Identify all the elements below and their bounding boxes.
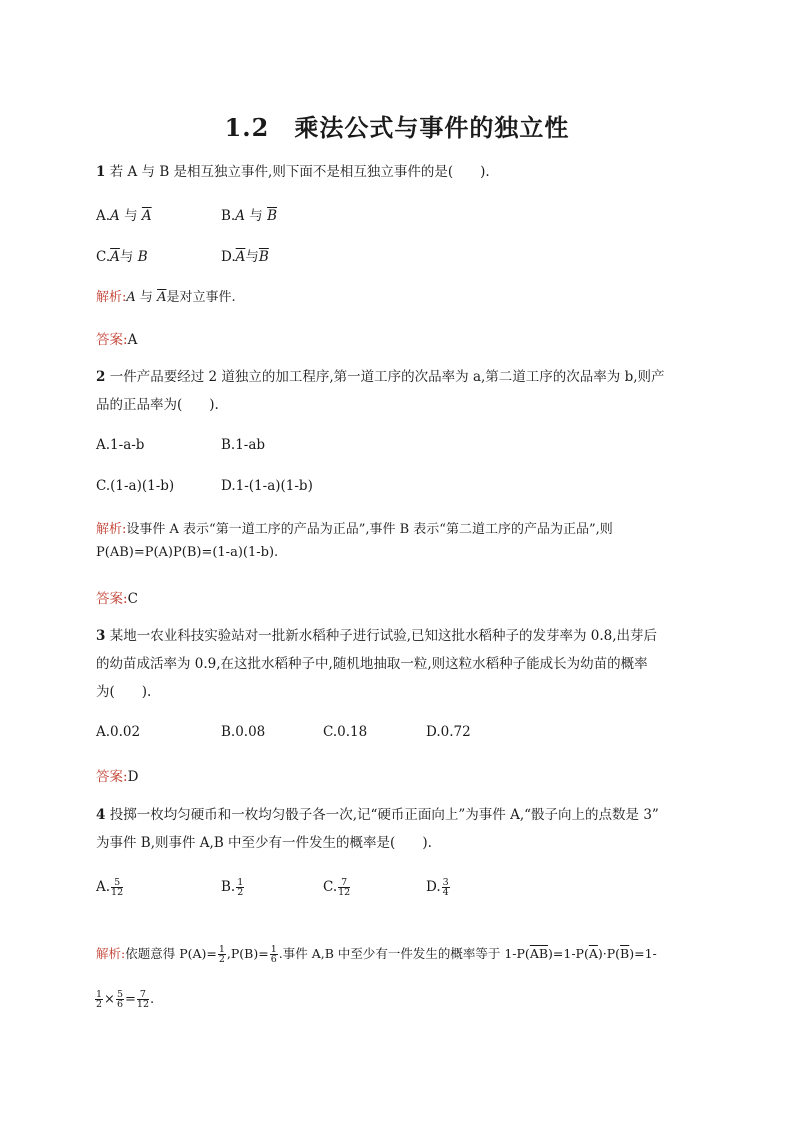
- fraction: [95, 990, 103, 1009]
- option-letter: B.: [221, 208, 236, 224]
- text: )=1-: [629, 946, 657, 961]
- question-text: 一件产品要经过 2 道独立的加工程序,第一道工序的次品率为 a,第二道工序的次品率为 b,则产: [109, 369, 665, 385]
- event-a-complement: $\overline{A}$: [110, 249, 120, 265]
- fraction: [236, 878, 244, 897]
- option-letter: C.: [323, 879, 338, 895]
- answer-value: C: [127, 591, 138, 607]
- text: 是对立事件.: [166, 290, 236, 305]
- option-letter: C.: [96, 249, 111, 265]
- q1-option-a: [96, 204, 152, 224]
- question-number: 1: [96, 164, 106, 180]
- numerator: 7: [338, 878, 350, 888]
- q2-option-c: C.(1-a)(1-b): [96, 478, 175, 494]
- text: )=1-P(: [548, 946, 589, 961]
- q2-option-b: B.1-ab: [221, 437, 266, 453]
- explanation-label: 解析: [96, 946, 122, 961]
- denominator: 2: [218, 954, 225, 965]
- q3-option-b: B.0.08: [221, 724, 266, 740]
- event-a: A: [110, 208, 120, 224]
- fraction: [442, 878, 450, 897]
- q1-option-c: [96, 245, 148, 265]
- denominator: 6: [270, 954, 277, 965]
- option-letter: B.: [221, 879, 236, 895]
- option-letter: D.: [426, 879, 441, 895]
- denominator: 12: [338, 887, 351, 898]
- q2-explanation: 解析:设事件 A 表示“第一道工序的产品为正品”,事件 B 表示“第二道工序的产品为正品”,则: [96, 522, 613, 537]
- fraction: [270, 945, 278, 964]
- question-text: 投掷一枚均匀硬币和一枚均匀骰子各一次,记“硬币正面向上”为事件 A,“骰子向上的点数是 3”: [109, 807, 659, 823]
- q1-option-b: [221, 204, 277, 224]
- numerator: 1: [218, 944, 225, 955]
- fraction: [218, 945, 226, 964]
- event-a-complement: $\overline{A}$: [588, 946, 598, 961]
- question-text: 若 A 与 B 是相互独立事件,则下面不是相互独立事件的是( ).: [109, 164, 490, 180]
- q3-option-a: A.0.02: [96, 724, 141, 740]
- text: 与: [135, 290, 158, 305]
- explanation-label: 解析: [96, 290, 123, 305]
- fraction: [137, 990, 149, 1009]
- event-b: B: [137, 249, 148, 265]
- text: ,P(B)=: [226, 946, 269, 961]
- question-number: 4: [96, 807, 106, 823]
- text: 设事件 A 表示“第一道工序的产品为正品”,事件 B 表示“第二道工序的产品为正品”,则: [126, 522, 613, 537]
- event-a-complement: $\overline{A}$: [157, 290, 167, 305]
- q2-explanation-line2: P(AB)=P(A)P(B)=(1-a)(1-b).: [96, 545, 279, 560]
- option-connector: 与: [245, 249, 259, 265]
- numerator: 5: [116, 989, 123, 1000]
- answer-value: D: [127, 769, 139, 785]
- question-text: 某地一农业科技实验站对一批新水稻种子进行试验,已知这批水稻种子的发芽率为 0.8,出芽后: [109, 628, 658, 644]
- numerator: 3: [442, 877, 449, 888]
- equals-sign: =: [125, 992, 136, 1007]
- page-title: 1.2 乘法公式与事件的独立性: [224, 113, 570, 142]
- q4-option-c: [323, 878, 351, 897]
- q4-option-d: [426, 878, 451, 897]
- fraction: [116, 990, 124, 1009]
- numerator: 1: [237, 877, 244, 888]
- question-3-stem-line2: 的幼苗成活率为 0.9,在这批水稻种子中,随机地抽取一粒,则这粒水稻种子能成长为幼苗的概率: [96, 656, 648, 672]
- q4-explanation-line2: [94, 990, 154, 1009]
- q2-option-a: A.1-a-b: [96, 437, 145, 453]
- question-3-stem: [96, 626, 657, 646]
- question-1-stem: [96, 162, 490, 182]
- event-a-complement: $\overline{A}$: [141, 208, 152, 224]
- event-ab-complement: $\overline{AB}$: [529, 946, 549, 961]
- denominator: 4: [442, 887, 449, 898]
- q4-explanation: 解析:依题意得 P(A)= $\frac{1}{2}$ ,P(B)= $\frac{1}{6}$ .事件 A,B 中至少有一件发生的概率等于 $1-P(\overline{AB})=1-P(\overline{A})\cdot P(\overline{B})=1-$: [96, 944, 657, 965]
- q1-explanation: 解析:A 与 $\overline{A}$是对立事件.: [96, 290, 236, 305]
- question-2-stem-line2: 品的正品率为( ).: [96, 397, 219, 413]
- q2-option-d: D.1-(1-a)(1-b): [221, 478, 313, 494]
- denominator: 12: [111, 887, 124, 898]
- option-letter: D.: [221, 249, 236, 265]
- answer-label: 答案: [96, 591, 123, 607]
- answer-label: 答案: [96, 332, 123, 348]
- fraction: [111, 878, 123, 897]
- question-number: 2: [96, 369, 106, 385]
- option-connector: 与: [119, 249, 138, 265]
- option-connector: 与: [244, 208, 268, 224]
- event-a: A: [126, 290, 136, 305]
- q1-option-d: [221, 245, 269, 265]
- answer-label: 答案: [96, 769, 123, 785]
- times-sign: ×: [104, 992, 115, 1007]
- question-4-stem-line2: 为事件 B,则事件 A,B 中至少有一件发生的概率是( ).: [96, 835, 432, 851]
- question-3-stem-line3: 为( ).: [96, 684, 152, 700]
- question-2-stem: [96, 367, 665, 387]
- q2-answer: 答案:C: [96, 591, 138, 607]
- denominator: 2: [237, 887, 244, 898]
- option-connector: 与: [119, 208, 142, 224]
- q4-option-b: [221, 878, 245, 897]
- text: 依题意得 P(A)=: [125, 946, 217, 961]
- denominator: 2: [96, 999, 103, 1010]
- denominator: 6: [116, 999, 123, 1010]
- denominator: 12: [136, 999, 149, 1010]
- event-a: A: [235, 208, 245, 224]
- numerator: 1: [96, 989, 103, 1000]
- q3-option-d: D.0.72: [426, 724, 471, 740]
- q3-answer: 答案:D: [96, 769, 139, 785]
- event-b-complement: $\overline{B}$: [267, 208, 277, 224]
- numerator: 7: [137, 990, 149, 1000]
- question-number: 3: [96, 628, 106, 644]
- q3-option-c: C.0.18: [323, 724, 368, 740]
- numerator: 5: [111, 878, 123, 888]
- question-4-stem: [96, 805, 659, 825]
- explanation-label: 解析: [96, 522, 123, 537]
- text: .: [150, 992, 155, 1007]
- event-b-complement: $\overline{B}$: [258, 249, 269, 265]
- q1-answer: 答案:A: [96, 332, 138, 348]
- text: .事件 A,B 中至少有一件发生的概率等于 1-P(: [278, 946, 530, 961]
- event-a-complement: $\overline{A}$: [235, 249, 246, 265]
- option-letter: A.: [96, 879, 111, 895]
- event-b-complement: $\overline{B}$: [620, 946, 630, 961]
- option-letter: A.: [96, 208, 111, 224]
- answer-value: A: [127, 332, 138, 348]
- q4-option-a: [96, 878, 124, 897]
- text: )·P(: [597, 946, 621, 961]
- numerator: 1: [270, 944, 277, 955]
- fraction: [338, 878, 350, 897]
